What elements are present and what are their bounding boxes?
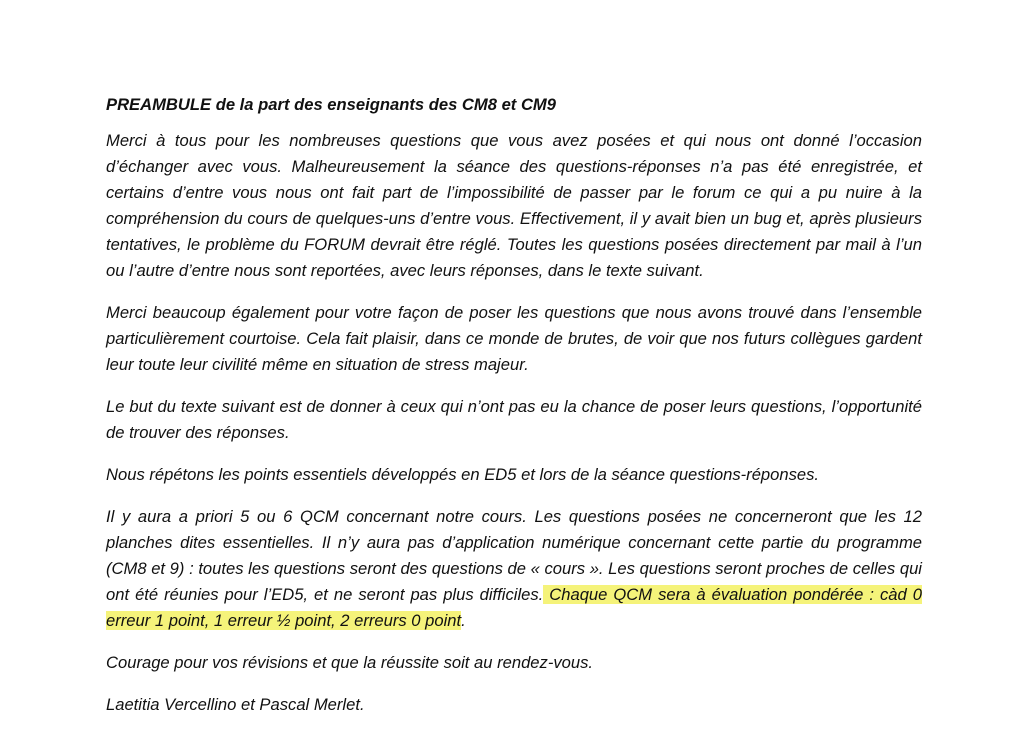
qcm-text: Il y aura a priori 5 ou 6 QCM concernant notre cours. Les questions posées ne concerneront que les 12 planches dites essentielles. Il n’y aura pas d’application numérique concernant cette partie du programme (CM8 et 9) : toutes les questions seront des questions de « cours ». Les questions seront proches de celles qui ont été réunies pour l’ED5, et ne seront pas plus difficiles.: [106, 507, 922, 604]
qcm-highlight: Chaque QCM sera à évaluation pondérée : càd 0 erreur 1 point, 1 erreur ½ point, 2 erreurs 0 point: [106, 585, 922, 630]
paragraph-courtesy: Merci beaucoup également pour votre façon de poser les questions que nous avons trouvé dans l’ensemble particulièrement courtoise. Cela fait plaisir, dans ce monde de brutes, de voir que nos futurs collègues gardent leur toute leur civilité même en situation de stress majeur.: [106, 303, 922, 374]
paragraph-purpose: Le but du texte suivant est de donner à ceux qui n’ont pas eu la chance de poser leurs questions, l’opportunité de trouver des réponses.: [106, 397, 922, 442]
document-title: PREAMBULE de la part des enseignants des CM8 et CM9: [106, 95, 556, 114]
qcm-end: .: [461, 611, 466, 630]
paragraph-closing: Courage pour vos révisions et que la réussite soit au rendez-vous.: [106, 653, 594, 672]
paragraph-qcm: [106, 504, 922, 634]
paragraph-essentials: Nous répétons les points essentiels développés en ED5 et lors de la séance questions-réponses.: [106, 465, 820, 484]
paragraph-thanks: Merci à tous pour les nombreuses questions que vous avez posées et qui nous ont donné l’occasion d’échanger avec vous. Malheureusement la séance des questions-réponses n’a pas été enregistrée, et certains d’entre vous nous ont fait part de l’impossibilité de passer par le forum ce qui a pu nuire à la compréhension du cours de quelques-uns d’entre vous. Effectivement, il y avait bien un bug et, après plusieurs tentatives, le problème du FORUM devrait être réglé. Toutes les questions posées directement par mail à l’un ou l’autre d’entre nous sont reportées, avec leurs réponses, dans le texte suivant.: [106, 131, 922, 280]
signature: Laetitia Vercellino et Pascal Merlet.: [106, 695, 365, 714]
document-body: [106, 92, 922, 718]
